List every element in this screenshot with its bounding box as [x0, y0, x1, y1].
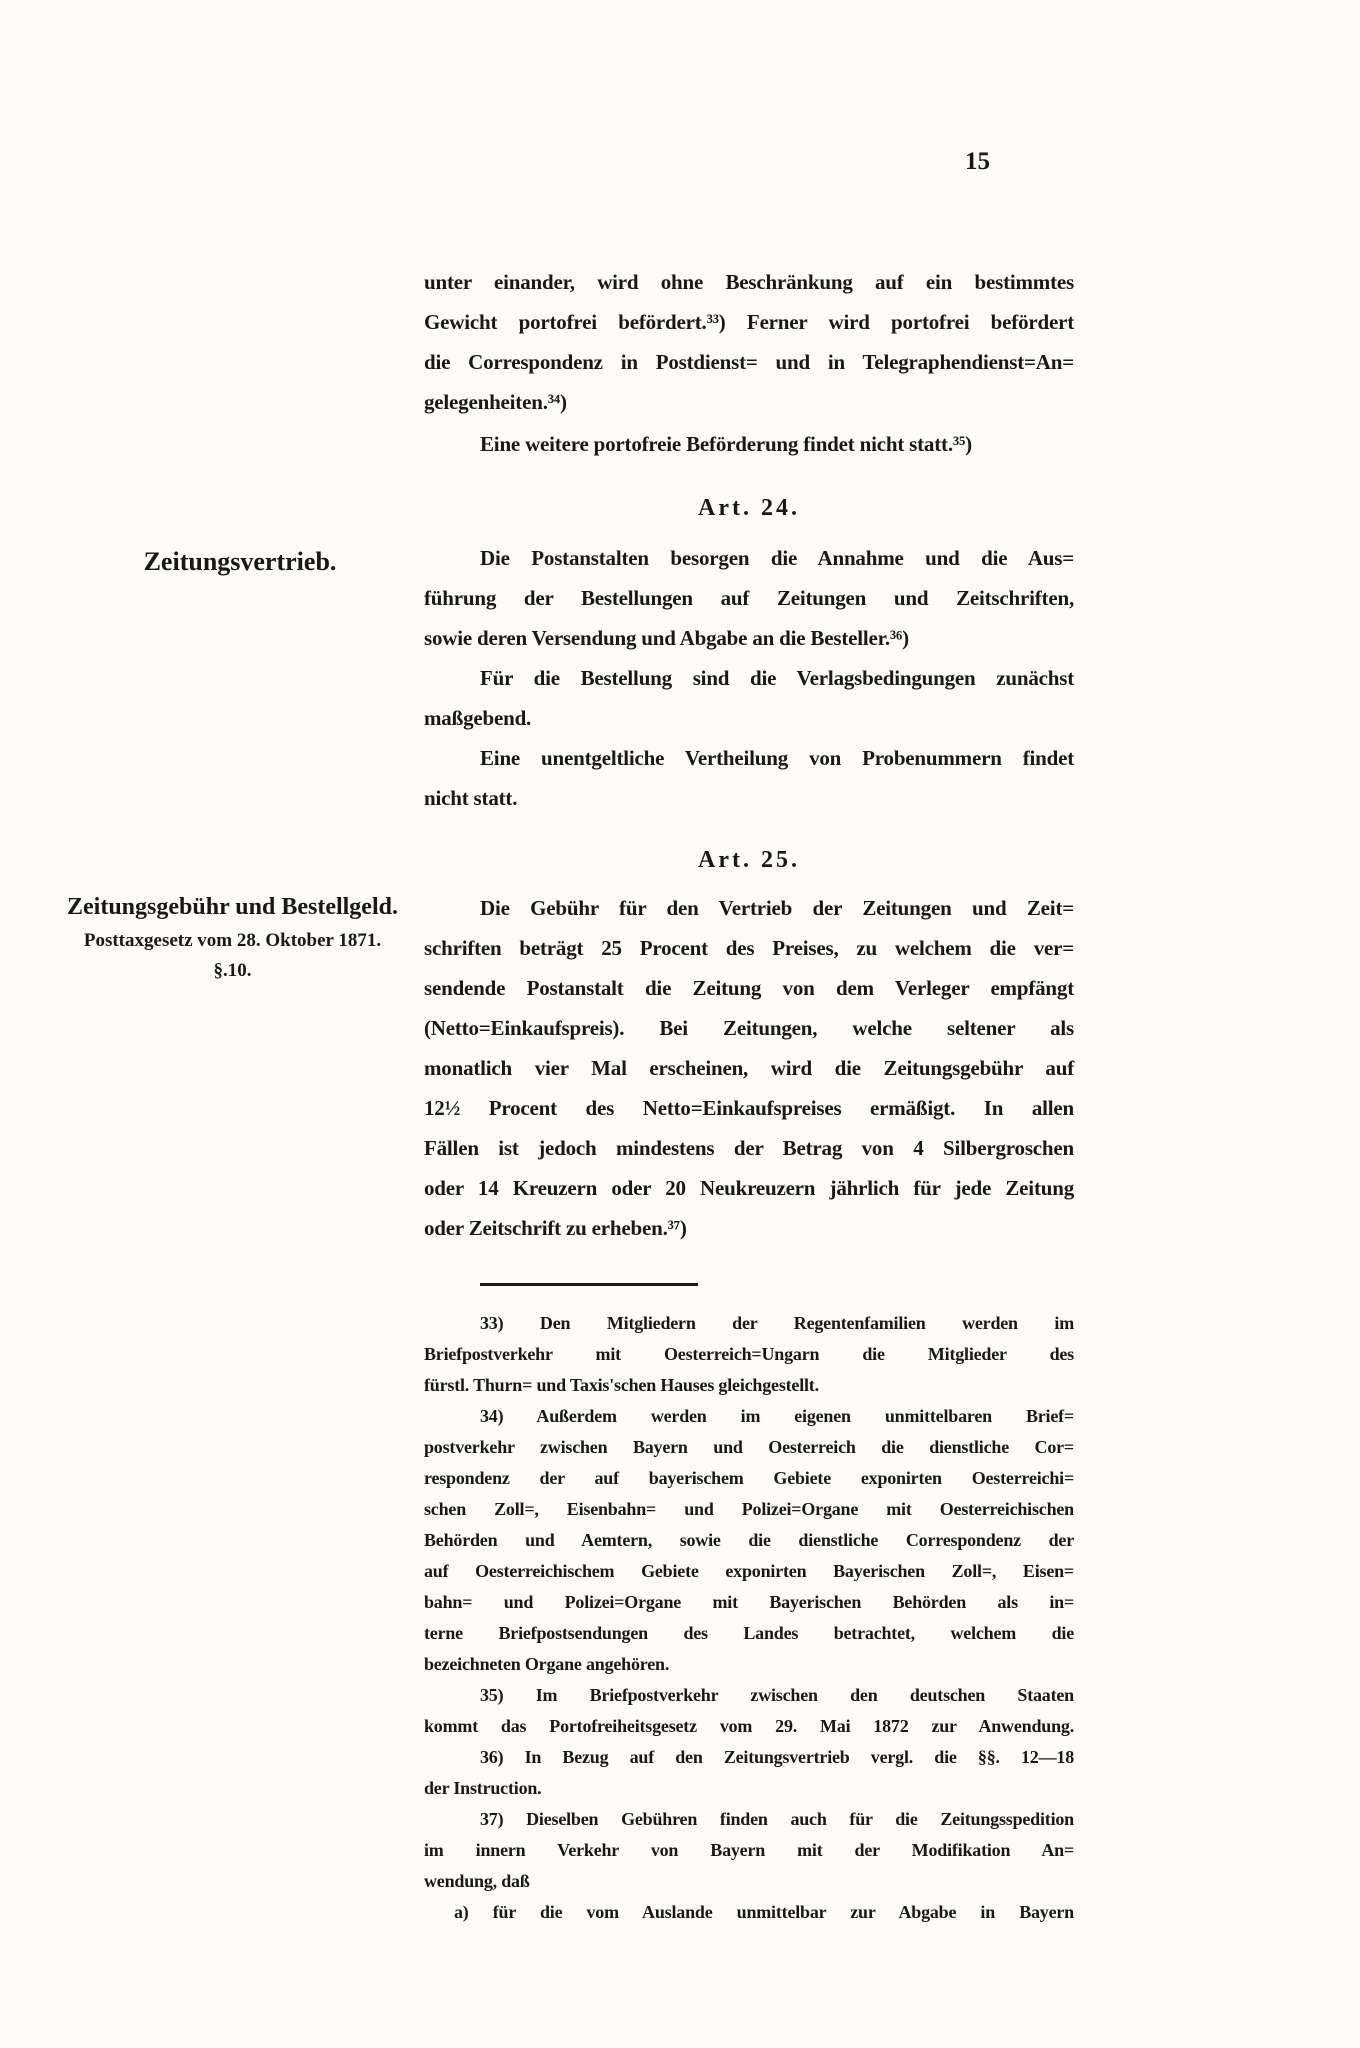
paragraph-intro [424, 262, 1074, 422]
margin-note-title: Zeitungsgebühr und Bestellgeld. [67, 894, 398, 920]
text-line: der Instruction. [424, 1778, 542, 1798]
margin-note-law: Posttaxgesetz vom 28. Oktober 1871. [83, 930, 382, 951]
text-line: 34) Außerdem werden im eigenen unmittelbaren Brief= [480, 1406, 1074, 1426]
paragraph-art25 [424, 888, 1074, 1248]
text-line: schen Zoll=, Eisenbahn= und Polizei=Organe mit Oesterreichischen [424, 1499, 1074, 1519]
text-line: schriften beträgt 25 Procent des Preises, zu welchem die ver= [424, 936, 1074, 960]
text-line: Eine unentgeltliche Vertheilung von Probenummern findet [480, 746, 1074, 770]
text-line: im innern Verkehr von Bayern mit der Modifikation An= [424, 1840, 1074, 1860]
text-line: unter einander, wird ohne Beschränkung auf ein bestimmtes [424, 270, 1074, 294]
text-line: sendende Postanstalt die Zeitung von dem Verleger empfängt [424, 976, 1074, 1000]
paragraph-art24-1 [424, 538, 1074, 658]
article-25-heading: Art. 25. [698, 847, 800, 873]
text-line: postverkehr zwischen Bayern und Oesterreich die dienstliche Cor= [424, 1437, 1074, 1457]
text-line: 35) Im Briefpostverkehr zwischen den deutschen Staaten [480, 1685, 1074, 1705]
text-line: führung der Bestellungen auf Zeitungen und Zeitschriften, [424, 586, 1074, 610]
text-line: wendung, daß [424, 1871, 530, 1891]
paragraph-no-further-free-carriage [424, 424, 1074, 464]
text-line: kommt das Portofreiheitsgesetz vom 29. Mai 1872 zur Anwendung. [424, 1716, 1074, 1736]
footnote-33 [424, 1308, 1074, 1401]
footnote-37-item-a [424, 1897, 1074, 1928]
margin-note-zeitungsgebuehr [40, 888, 425, 986]
footnote-separator [480, 1283, 698, 1286]
text-line: a) für die vom Auslande unmittelbar zur Abgabe in Bayern [454, 1902, 1074, 1922]
text-line: 33) Den Mitgliedern der Regentenfamilien werden im [480, 1313, 1074, 1333]
text-line: Gewicht portofrei befördert.³³) Ferner wird portofrei befördert [424, 310, 1074, 334]
text-line: bahn= und Polizei=Organe mit Bayerischen Behörden als in= [424, 1592, 1074, 1612]
text-line: 37) Dieselben Gebühren finden auch für die Zeitungsspedition [480, 1809, 1074, 1829]
text-line: (Netto=Einkaufspreis). Bei Zeitungen, welche seltener als [424, 1016, 1074, 1040]
text-line: monatlich vier Mal erscheinen, wird die Zeitungsgebühr auf [424, 1056, 1074, 1080]
text-line: die Correspondenz in Postdienst= und in Telegraphendienst=An= [424, 350, 1074, 374]
paragraph-art24-3 [424, 738, 1074, 818]
text-line: maßgebend. [424, 706, 532, 730]
text-line: Eine weitere portofreie Beförderung findet nicht statt.³⁵) [480, 432, 972, 456]
text-line: respondenz der auf bayerischem Gebiete exponirten Oesterreichi= [424, 1468, 1074, 1488]
footnote-34 [424, 1401, 1074, 1680]
margin-note-zeitungsvertrieb: Zeitungsvertrieb. [143, 547, 337, 576]
text-line: fürstl. Thurn= und Taxis'schen Hauses gleichgestellt. [424, 1375, 819, 1395]
text-line: Für die Bestellung sind die Verlagsbedingungen zunächst [480, 666, 1074, 690]
text-line: Fällen ist jedoch mindestens der Betrag von 4 Silbergroschen [424, 1136, 1074, 1160]
margin-note-section: §.10. [213, 960, 252, 981]
text-line: gelegenheiten.³⁴) [424, 390, 567, 414]
paragraph-art24-2 [424, 658, 1074, 738]
text-line: Behörden und Aemtern, sowie die dienstliche Correspondenz der [424, 1530, 1074, 1550]
article-24-heading: Art. 24. [698, 495, 800, 521]
text-line: oder Zeitschrift zu erheben.³⁷) [424, 1216, 687, 1240]
page-number: 15 [965, 148, 990, 175]
text-line: 12½ Procent des Netto=Einkaufspreises ermäßigt. In allen [424, 1096, 1074, 1120]
text-line: oder 14 Kreuzern oder 20 Neukreuzern jährlich für jede Zeitung [424, 1176, 1074, 1200]
text-line: Die Gebühr für den Vertrieb der Zeitungen und Zeit= [480, 896, 1074, 920]
text-line: sowie deren Versendung und Abgabe an die Besteller.³⁶) [424, 626, 909, 650]
text-line: 36) In Bezug auf den Zeitungsvertrieb vergl. die §§. 12—18 [480, 1747, 1074, 1767]
footnote-36 [424, 1742, 1074, 1804]
footnote-35 [424, 1680, 1074, 1742]
text-line: bezeichneten Organe angehören. [424, 1654, 670, 1674]
text-line: auf Oesterreichischem Gebiete exponirten Bayerischen Zoll=, Eisen= [424, 1561, 1074, 1581]
text-line: Briefpostverkehr mit Oesterreich=Ungarn die Mitglieder des [424, 1344, 1074, 1364]
footnote-37 [424, 1804, 1074, 1897]
text-line: nicht statt. [424, 786, 518, 810]
text-line: Die Postanstalten besorgen die Annahme und die Aus= [480, 546, 1074, 570]
text-line: terne Briefpostsendungen des Landes betrachtet, welchem die [424, 1623, 1074, 1643]
